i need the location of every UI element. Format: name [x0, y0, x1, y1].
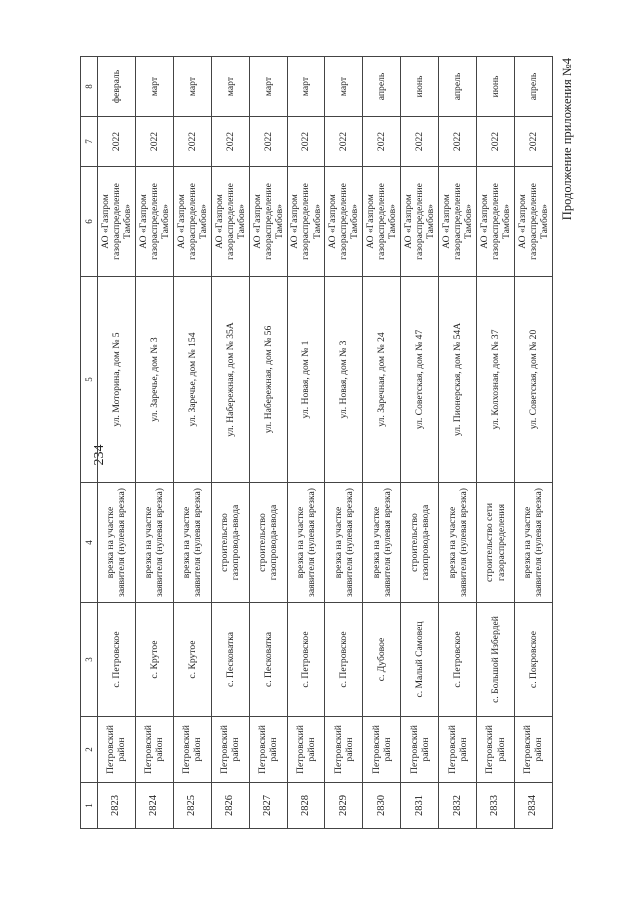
month-cell: апрель — [363, 57, 401, 117]
work-type-cell: врезка на участке заявителя (нулевая врезка) — [98, 483, 136, 603]
table-row — [249, 57, 287, 829]
month-cell: март — [135, 57, 173, 117]
district-cell: Петровский район — [287, 717, 325, 783]
row-number: 2826 — [211, 783, 249, 829]
address-cell: ул. Советская, дом № 47 — [401, 277, 439, 483]
row-number: 2823 — [98, 783, 136, 829]
col-header-6: 6 — [81, 167, 98, 277]
row-number: 2833 — [477, 783, 515, 829]
organization-cell: АО «Газпром газораспределение Тамбов» — [287, 167, 325, 277]
table-row — [287, 57, 325, 829]
settlement-cell: с. Покровское — [514, 603, 552, 717]
col-header-2: 2 — [81, 717, 98, 783]
district-cell: Петровский район — [211, 717, 249, 783]
month-cell: март — [287, 57, 325, 117]
month-cell: март — [173, 57, 211, 117]
settlement-cell: с. Малый Самовец — [401, 603, 439, 717]
table-row — [211, 57, 249, 829]
gas-works-table — [80, 56, 553, 829]
district-cell: Петровский район — [363, 717, 401, 783]
month-cell: апрель — [514, 57, 552, 117]
settlement-cell: с. Петровское — [98, 603, 136, 717]
month-cell: март — [325, 57, 363, 117]
year-cell: 2022 — [439, 117, 477, 167]
address-cell: ул. Набережная, дом № 35А — [211, 277, 249, 483]
organization-cell: АО «Газпром газораспределение Тамбов» — [211, 167, 249, 277]
month-cell: июнь — [477, 57, 515, 117]
year-cell: 2022 — [211, 117, 249, 167]
table-row — [514, 57, 552, 829]
year-cell: 2022 — [287, 117, 325, 167]
address-cell: ул. Советская, дом № 20 — [514, 277, 552, 483]
district-cell: Петровский район — [98, 717, 136, 783]
work-type-cell: врезка на участке заявителя (нулевая врезка) — [363, 483, 401, 603]
page-number: 234 — [92, 444, 107, 466]
month-cell: март — [249, 57, 287, 117]
district-cell: Петровский район — [477, 717, 515, 783]
district-cell: Петровский район — [249, 717, 287, 783]
year-cell: 2022 — [135, 117, 173, 167]
address-cell: ул. Новая, дом № 1 — [287, 277, 325, 483]
organization-cell: АО «Газпром газораспределение Тамбов» — [135, 167, 173, 277]
organization-cell: АО «Газпром газораспределение Тамбов» — [98, 167, 136, 277]
year-cell: 2022 — [98, 117, 136, 167]
work-type-cell: строительство газопровода-ввода — [211, 483, 249, 603]
settlement-cell: с. Песковатка — [249, 603, 287, 717]
address-cell: ул. Пионерская, дом № 54А — [439, 277, 477, 483]
district-cell: Петровский район — [514, 717, 552, 783]
row-number: 2828 — [287, 783, 325, 829]
table-row — [135, 57, 173, 829]
table-row — [325, 57, 363, 829]
month-cell: апрель — [439, 57, 477, 117]
table-row — [439, 57, 477, 829]
work-type-cell: врезка на участке заявителя (нулевая врезка) — [514, 483, 552, 603]
header-row — [81, 57, 98, 829]
organization-cell: АО «Газпром газораспределение Тамбов» — [363, 167, 401, 277]
district-cell: Петровский район — [401, 717, 439, 783]
settlement-cell: с. Дубовое — [363, 603, 401, 717]
settlement-cell: с. Крутое — [173, 603, 211, 717]
settlement-cell: с. Крутое — [135, 603, 173, 717]
row-number: 2831 — [401, 783, 439, 829]
year-cell: 2022 — [363, 117, 401, 167]
address-cell: ул. Заречная, дом № 24 — [363, 277, 401, 483]
table-row — [98, 57, 136, 829]
col-header-7: 7 — [81, 117, 98, 167]
row-number: 2834 — [514, 783, 552, 829]
work-type-cell: врезка на участке заявителя (нулевая врезка) — [135, 483, 173, 603]
col-header-5: 5 — [81, 277, 98, 483]
row-number: 2827 — [249, 783, 287, 829]
month-cell: март — [211, 57, 249, 117]
settlement-cell: с. Петровское — [325, 603, 363, 717]
settlement-cell: с. Большой Избердей — [477, 603, 515, 717]
organization-cell: АО «Газпром газораспределение Тамбов» — [401, 167, 439, 277]
settlement-cell: с. Песковатка — [211, 603, 249, 717]
organization-cell: АО «Газпром газораспределение Тамбов» — [439, 167, 477, 277]
row-number: 2829 — [325, 783, 363, 829]
work-type-cell: врезка на участке заявителя (нулевая врезка) — [173, 483, 211, 603]
col-header-8: 8 — [81, 57, 98, 117]
work-type-cell: врезка на участке заявителя (нулевая врезка) — [439, 483, 477, 603]
row-number: 2825 — [173, 783, 211, 829]
work-type-cell: строительство газопровода-ввода — [401, 483, 439, 603]
work-type-cell: врезка на участке заявителя (нулевая врезка) — [287, 483, 325, 603]
work-type-cell: строительство газопровода-ввода — [249, 483, 287, 603]
work-type-cell: строительство сети газораспределения — [477, 483, 515, 603]
settlement-cell: с. Петровское — [287, 603, 325, 717]
month-cell: июнь — [401, 57, 439, 117]
address-cell: ул. Заречье, дом № 3 — [135, 277, 173, 483]
col-header-1: 1 — [81, 783, 98, 829]
row-number: 2830 — [363, 783, 401, 829]
district-cell: Петровский район — [135, 717, 173, 783]
appendix-caption: Продолжение приложения №4 — [560, 58, 574, 221]
organization-cell: АО «Газпром газораспределение Тамбов» — [514, 167, 552, 277]
year-cell: 2022 — [249, 117, 287, 167]
row-number: 2824 — [135, 783, 173, 829]
col-header-3: 3 — [81, 603, 98, 717]
row-number: 2832 — [439, 783, 477, 829]
organization-cell: АО «Газпром газораспределение Тамбов» — [249, 167, 287, 277]
year-cell: 2022 — [173, 117, 211, 167]
organization-cell: АО «Газпром газораспределение Тамбов» — [477, 167, 515, 277]
table-row — [401, 57, 439, 829]
year-cell: 2022 — [514, 117, 552, 167]
work-type-cell: врезка на участке заявителя (нулевая врезка) — [325, 483, 363, 603]
district-cell: Петровский район — [439, 717, 477, 783]
table-row — [173, 57, 211, 829]
address-cell: ул. Заречье, дом № 154 — [173, 277, 211, 483]
district-cell: Петровский район — [325, 717, 363, 783]
organization-cell: АО «Газпром газораспределение Тамбов» — [325, 167, 363, 277]
district-cell: Петровский район — [173, 717, 211, 783]
col-header-4: 4 — [81, 483, 98, 603]
address-cell: ул. Набережная, дом № 56 — [249, 277, 287, 483]
table-row — [363, 57, 401, 829]
address-cell: ул. Моторина, дом № 5 — [98, 277, 136, 483]
month-cell: февраль — [98, 57, 136, 117]
address-cell: ул. Новая, дом № 3 — [325, 277, 363, 483]
organization-cell: АО «Газпром газораспределение Тамбов» — [173, 167, 211, 277]
settlement-cell: с. Петровское — [439, 603, 477, 717]
year-cell: 2022 — [401, 117, 439, 167]
table-row — [477, 57, 515, 829]
table-body — [98, 57, 553, 829]
year-cell: 2022 — [477, 117, 515, 167]
address-cell: ул. Колхозная, дом № 37 — [477, 277, 515, 483]
year-cell: 2022 — [325, 117, 363, 167]
